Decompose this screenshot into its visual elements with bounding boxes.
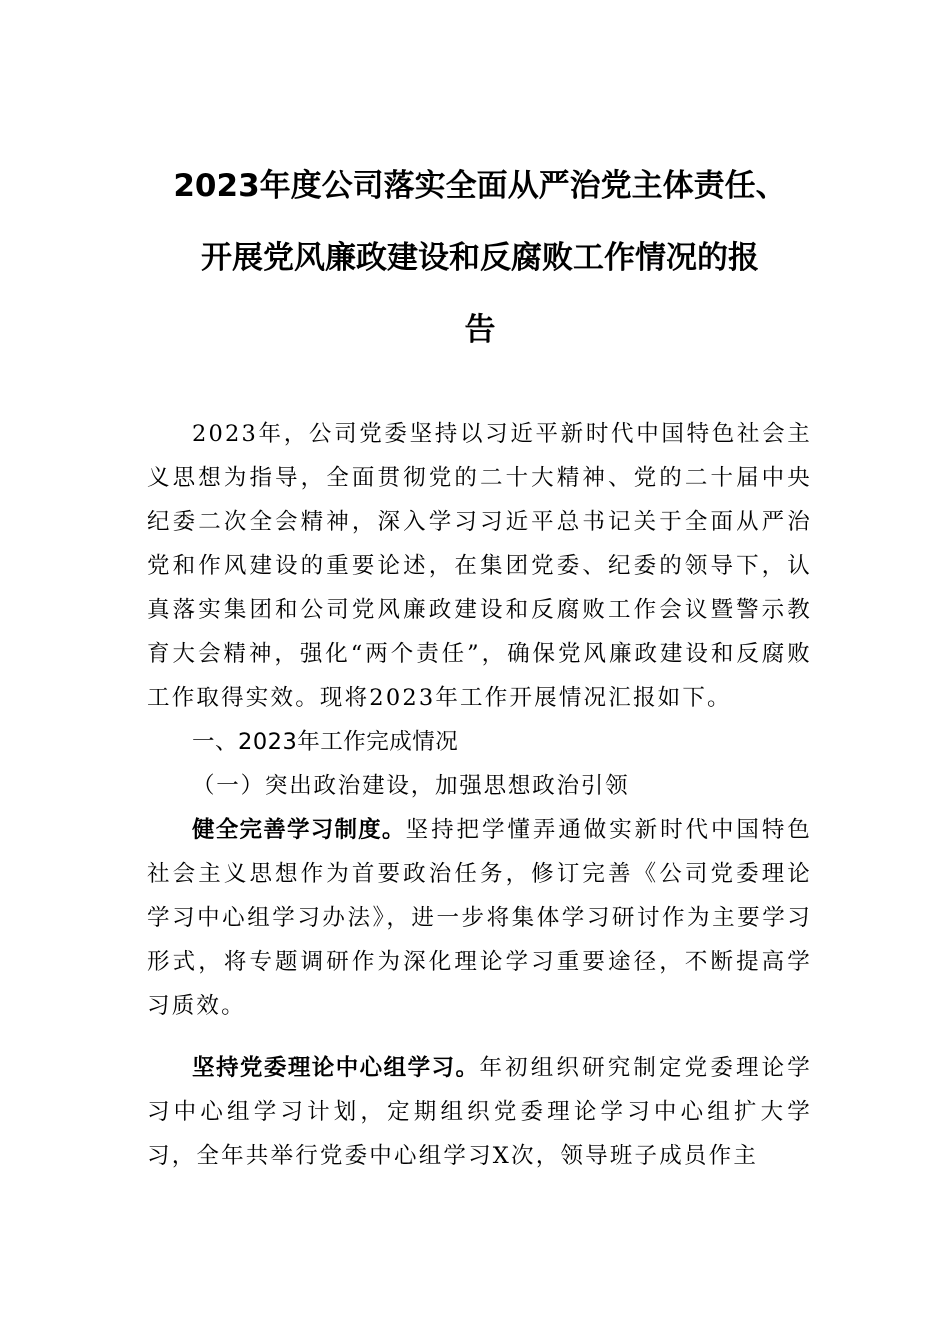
paragraph-lead: 健全完善学习制度。 — [192, 817, 406, 843]
title-line-3: 告 — [464, 312, 496, 348]
paragraph-text: 坚持把学懂弄通做实新时代中国特色社会主义思想作为首要政治任务，修订完善《公司党委理论学习中心组学习办法》，进一步将集体学习研讨作为主要学习形式，将专题调研作为深化理论学习重要途径，不断提高学习质效。 — [147, 817, 812, 1019]
subsection-heading: （一）突出政治建设，加强思想政治引领 — [192, 773, 630, 799]
title-line-1: 2023年度公司落实全面从严治党主体责任、 — [173, 168, 787, 204]
intro-paragraph: 2023年，公司党委坚持以习近平新时代中国特色社会主义思想为指导，全面贯彻党的二十大精神、党的二十届中央纪委二次全会精神，深入学习习近平总书记关于全面从严治党和作风建设的重要论述，在集团党委、纪委的领导下，认真落实集团和公司党风廉政建设和反腐败工作会议暨警示教育大会精神，强化“两个责任”，确保党风廉政建设和反腐败工作取得实效。现将2023年工作开展情况汇报如下。 — [147, 421, 812, 711]
paragraph-lead: 坚持党委理论中心组学习。 — [192, 1055, 480, 1081]
paragraph-theory-group — [147, 1046, 812, 1178]
title-line-2: 开展党风廉政建设和反腐败工作情况的报 — [201, 240, 759, 276]
document-title — [145, 150, 815, 366]
paragraph-text: 年初组织研究制定党委理论学习中心组学习计划，定期组织党委理论学习中心组扩大学习，全年共举行党委中心组学习X次，领导班子成员作主 — [147, 1055, 812, 1169]
document-body — [147, 412, 812, 1178]
section-heading: 一、2023年工作完成情况 — [192, 729, 459, 755]
paragraph-study-system — [147, 808, 812, 1028]
